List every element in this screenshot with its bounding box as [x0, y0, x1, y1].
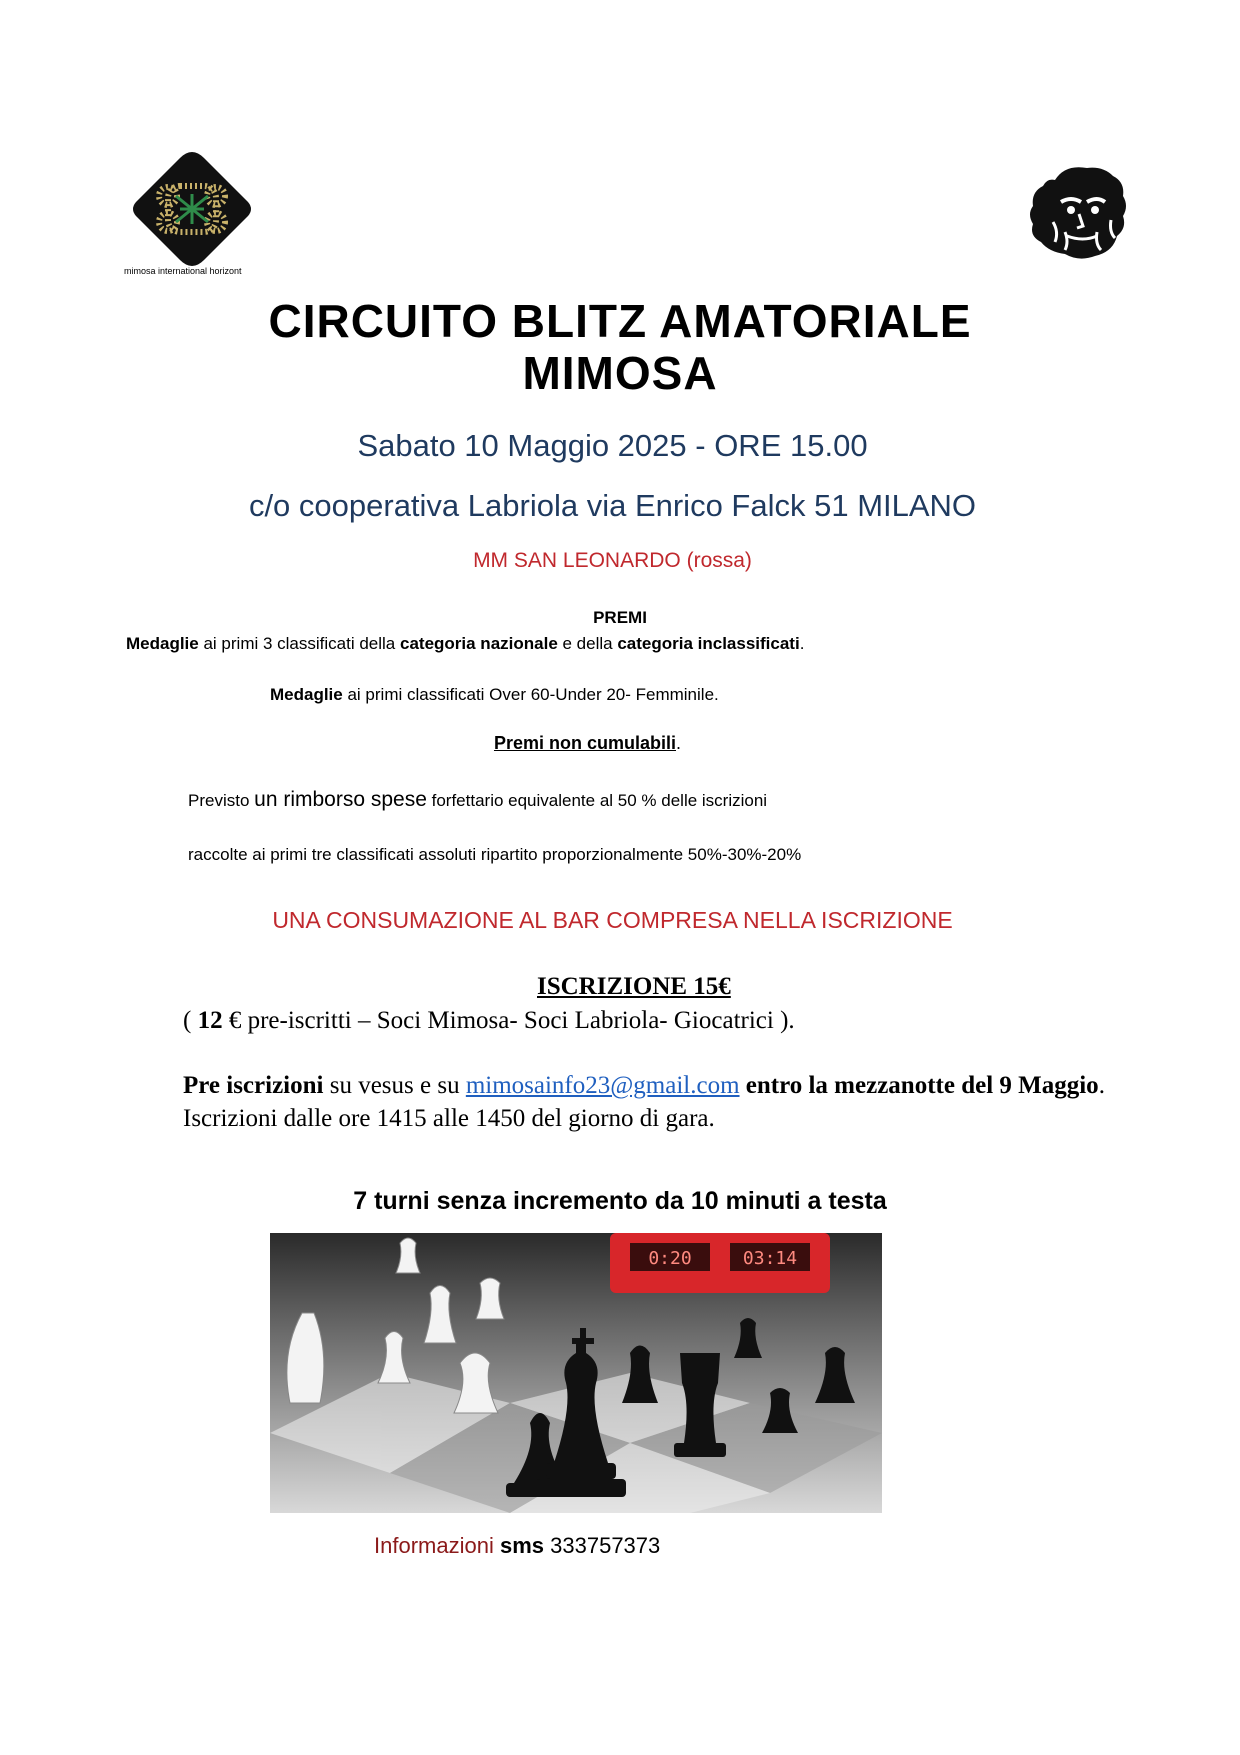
info-label: Informazioni	[374, 1533, 494, 1558]
contact-info	[374, 1533, 660, 1559]
sms-label: sms	[499, 1533, 545, 1558]
iscrizione-heading: ISCRIZIONE 15€	[537, 973, 731, 1000]
logo-caption: mimosa international horizont	[124, 266, 242, 276]
premi-line-3: Premi non cumulabili.	[493, 733, 682, 753]
iscrizione-prices: ( 12 € pre-iscritti – Soci Mimosa- Soci Labriola- Giocatrici ).	[183, 1007, 795, 1034]
consumazione-note: UNA CONSUMAZIONE AL BAR COMPRESA NELLA ISCRIZIONE	[272, 907, 953, 933]
phone-number: 333757373	[550, 1533, 661, 1558]
pre-iscrizioni-text: Pre iscrizioni su vesus e su mimosainfo23@gmail.com entro la mezzanotte del 9 Maggio. Iscrizioni dalle ore 1415 alle 1450 del giorno di gara.	[183, 1072, 1105, 1132]
event-venue: c/o cooperativa Labriola via Enrico Falck 51 MILANO	[248, 488, 977, 523]
premi-heading: PREMI	[593, 608, 647, 627]
clock-left-time: 0:20	[648, 1248, 692, 1269]
clock-right-time: 03:14	[742, 1248, 798, 1269]
title-line-2: MIMOSA	[522, 347, 718, 399]
portrait-icon	[1025, 162, 1131, 262]
turni-info: 7 turni senza incremento da 10 minuti a testa	[353, 1187, 887, 1215]
premi-line-1: Medaglie ai primi 3 classificati della categoria nazionale e della categoria inclassificati.	[126, 634, 805, 653]
mimosa-logo	[128, 150, 256, 268]
chess-photo	[270, 1233, 882, 1513]
rimborso-line-1: Previsto un rimborso spese forfettario equivalente al 50 % delle iscrizioni	[188, 788, 768, 811]
premi-line-2: Medaglie ai primi classificati Over 60-Under 20- Femminile.	[270, 685, 719, 704]
event-date: Sabato 10 Maggio 2025 - ORE 15.00	[357, 428, 868, 463]
rimborso-line-2: raccolte ai primi tre classificati assoluti ripartito proporzionalmente 50%-30%-20%	[188, 845, 802, 864]
email-link[interactable]: mimosainfo23@gmail.com	[465, 1072, 740, 1099]
metro-stop: MM SAN LEONARDO (rossa)	[473, 549, 752, 572]
title-line-1: CIRCUITO BLITZ AMATORIALE	[268, 295, 972, 347]
